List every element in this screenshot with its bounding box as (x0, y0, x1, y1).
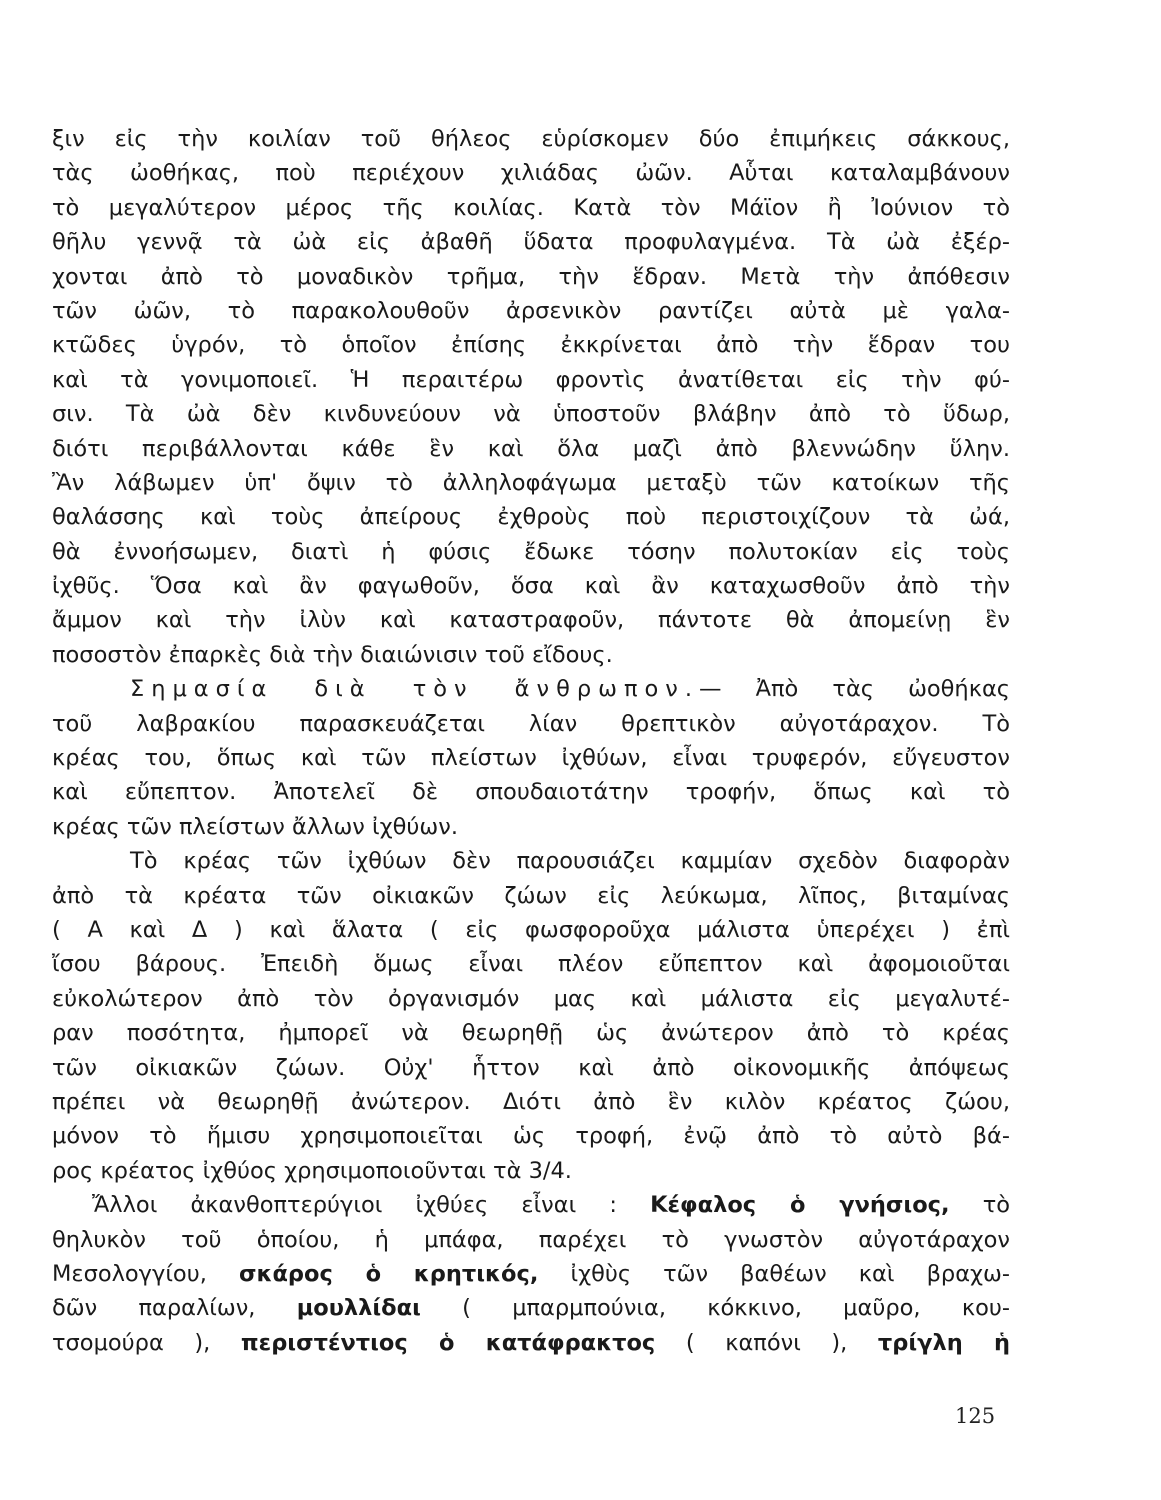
text-line (52, 1257, 1010, 1291)
text-line: ἴσου βάρους. Ἐπειδὴ ὅμως εἶναι πλέον εὔπεπτον καὶ ἀφομοιοῦται (52, 951, 1010, 978)
text-line: τῶν ὠῶν, τὸ παρακολουθοῦν ἀρσενικὸν ραντίζει αὐτὰ μὲ γαλα- (52, 297, 1010, 324)
text-line: ραν ποσότητα, ἠμπορεῖ νὰ θεωρηθῇ ὡς ἀνώτερον ἀπὸ τὸ κρέας (52, 1020, 1010, 1047)
text-line: μόνον τὸ ἥμισυ χρησιμοποιεῖται ὡς τροφή, ἐνῷ ἀπὸ τὸ αὐτὸ βά- (52, 1123, 1010, 1150)
text-line: κρέας του, ὅπως καὶ τῶν πλείστων ἰχθύων, εἶναι τρυφερόν, εὔγευστον (52, 745, 1010, 772)
text-span: ( μπαρμπούνια, κόκκινο, μαῦρο, κου- (420, 1295, 1010, 1322)
text-span: Μεσολογγίου, (52, 1260, 239, 1287)
text-line: εὐκολώτερον ἀπὸ τὸν ὀργανισμόν μας καὶ μάλιστα εἰς μεγαλυτέ- (52, 985, 1010, 1012)
text-line: ρος κρέατος ἰχθύος χρησιμοποιοῦνται τὰ 3/4. (52, 1157, 572, 1184)
paragraph-2 (52, 672, 1010, 844)
paragraph-3 (52, 844, 1010, 1188)
text-line: τῶν οἰκιακῶν ζώων. Οὐχ' ἧττον καὶ ἀπὸ οἰκονομικῆς ἀπόψεως (52, 1054, 1010, 1081)
text-line: κρέας τῶν πλείστων ἄλλων ἰχθύων. (52, 813, 458, 840)
text-line (52, 1291, 1010, 1325)
species-name: μουλλίδαι (296, 1295, 421, 1322)
text-line: σιν. Τὰ ὠὰ δὲν κινδυνεύουν νὰ ὑποστοῦν βλάβην ἀπὸ τὸ ὕδωρ, (52, 401, 1010, 428)
text-line (52, 1326, 1010, 1360)
text-line: ἀπὸ τὰ κρέατα τῶν οἰκιακῶν ζώων εἰς λεύκωμα, λῖπος, βιταμίνας (52, 882, 1010, 909)
text-line (52, 1188, 1010, 1222)
text-line: καὶ εὔπεπτον. Ἀποτελεῖ δὲ σπουδαιοτάτην τροφήν, ὅπως καὶ τὸ (52, 779, 1010, 806)
text-line: θηλυκὸν τοῦ ὁποίου, ἡ μπάφα, παρέχει τὸ γνωστὸν αὐγοτάραχον (52, 1226, 1010, 1253)
page-number: 125 (955, 1404, 996, 1428)
text-line: πρέπει νὰ θεωρηθῇ ἀνώτερον. Διότι ἀπὸ ἓν κιλὸν κρέατος ζώου, (52, 1088, 1010, 1115)
text-line: Ἂν λάβωμεν ὑπ' ὄψιν τὸ ἀλληλοφάγωμα μεταξὺ τῶν κατοίκων τῆς (52, 469, 1010, 496)
species-name: τρίγλη ἡ (877, 1329, 1010, 1356)
text-line: κτῶδες ὑγρόν, τὸ ὁποῖον ἐπίσης ἐκκρίνεται ἀπὸ τὴν ἕδραν του (52, 332, 1010, 359)
species-name: περιστέντιος ὁ κατάφρακτος (240, 1329, 656, 1356)
section-heading-rest: — Ἀπὸ τὰς ὠοθήκας (699, 676, 1010, 703)
text-line: ποσοστὸν ἐπαρκὲς διὰ τὴν διαιώνισιν τοῦ εἴδους. (52, 641, 613, 668)
text-line: τὰς ὠοθήκας, ποὺ περιέχουν χιλιάδας ὠῶν. Αὗται καταλαμβάνουν (52, 160, 1010, 187)
species-name: σκάρος ὁ κρητικός, (238, 1260, 539, 1287)
text-line: τοῦ λαβρακίου παρασκευάζεται λίαν θρεπτικὸν αὐγοτάραχον. Τὸ (52, 710, 1010, 737)
text-line: διότι περιβάλλονται κάθε ἓν καὶ ὅλα μαζὶ ἀπὸ βλεννώδην ὕλην. (52, 435, 1010, 462)
text-line: χονται ἀπὸ τὸ μοναδικὸν τρῆμα, τὴν ἕδραν. Μετὰ τὴν ἀπόθεσιν (52, 263, 1010, 290)
text-line: θὰ ἐννοήσωμεν, διατὶ ἡ φύσις ἔδωκε τόσην πολυτοκίαν εἰς τοὺς (52, 538, 1010, 565)
text-line: ( Α καὶ Δ ) καὶ ἅλατα ( εἰς φωσφοροῦχα μάλιστα ὑπερέχει ) ἐπὶ (52, 916, 1010, 943)
text-line: Τὸ κρέας τῶν ἰχθύων δὲν παρουσιάζει καμμίαν σχεδὸν διαφορὰν (130, 848, 1010, 875)
text-span: δῶν παραλίων, (52, 1295, 297, 1322)
section-heading: Σημασία διὰ τὸν ἄνθρωπον. (130, 676, 700, 703)
section-heading-line (52, 672, 1010, 706)
species-name: Κέφαλος ὁ γνήσιος, (650, 1192, 950, 1219)
page-text (52, 122, 1010, 1360)
text-line: θαλάσσης καὶ τοὺς ἀπείρους ἐχθροὺς ποὺ περιστοιχίζουν τὰ ὠά, (52, 504, 1010, 531)
text-line: τὸ μεγαλύτερον μέρος τῆς κοιλίας. Κατὰ τὸν Μάϊον ἢ Ἰούνιον τὸ (52, 194, 1010, 221)
text-span: Ἄλλοι ἀκανθοπτερύγιοι ἰχθύες εἶναι : (92, 1192, 651, 1219)
text-span: ( καπόνι ), (655, 1329, 878, 1356)
text-line: ἰχθῦς. Ὅσα καὶ ἂν φαγωθοῦν, ὅσα καὶ ἂν καταχωσθοῦν ἀπὸ τὴν (52, 573, 1010, 600)
paragraph-4 (52, 1188, 1010, 1360)
text-span: ἰχθὺς τῶν βαθέων καὶ βραχω- (538, 1260, 1011, 1287)
text-span: τὸ (949, 1192, 1011, 1219)
text-span: τσομούρα ), (52, 1329, 241, 1356)
text-line: θῆλυ γεννᾷ τὰ ὠὰ εἰς ἀβαθῆ ὕδατα προφυλαγμένα. Τὰ ὠὰ ἐξέρ- (52, 229, 1010, 256)
text-line: ἄμμον καὶ τὴν ἰλὺν καὶ καταστραφοῦν, πάντοτε θὰ ἀπομείνῃ ἓν (52, 607, 1010, 634)
paragraph-1 (52, 122, 1010, 672)
text-line: καὶ τὰ γονιμοποιεῖ. Ἡ περαιτέρω φροντὶς ἀνατίθεται εἰς τὴν φύ- (52, 366, 1010, 393)
text-line: ξιν εἰς τὴν κοιλίαν τοῦ θήλεος εὑρίσκομεν δύο ἐπιμήκεις σάκκους, (52, 126, 1010, 152)
